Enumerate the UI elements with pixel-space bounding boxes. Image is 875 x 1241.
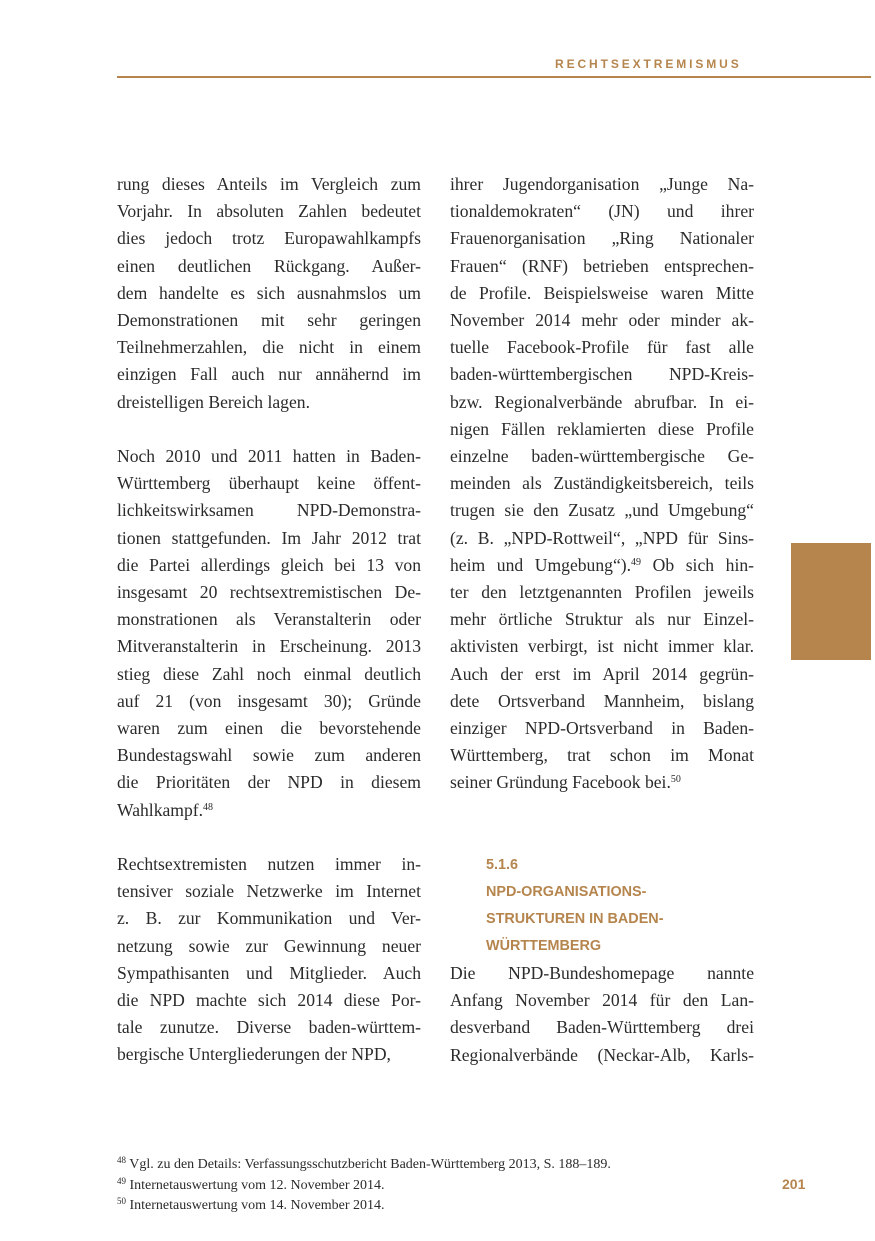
- text-line: Auch der erst im April 2014 gegrün-: [450, 663, 754, 684]
- text-line: Sympathisanten und Mitglieder. Auch: [117, 962, 421, 983]
- text-line: z. B. zur Kommunikation und Ver-: [117, 908, 421, 929]
- text-line: dete Ortsverband Mannheim, bislang: [450, 690, 754, 711]
- text-fragment: heim und Umgebung“).: [450, 554, 632, 575]
- section-title-line: NPD-ORGANISATIONS-: [486, 884, 647, 900]
- text-line: stieg diese Zahl noch einmal deutlich: [117, 663, 421, 684]
- text-line: ter den letztgenannten Profilen jeweils: [450, 582, 754, 603]
- text-line: einzigen Fall auch nur annähernd im: [117, 364, 421, 385]
- footnote-text: Internetauswertung vom 12. November 2014.: [129, 1177, 385, 1193]
- text-line: mehr örtliche Struktur als nur Einzel-: [450, 609, 754, 630]
- text-line: Württemberg, trat schon im Monat: [450, 745, 754, 766]
- text-line: tale zunutze. Diverse baden-württem-: [117, 1017, 421, 1038]
- footnote-text: Vgl. zu den Details: Verfassungsschutzbericht Baden-Württemberg 2013, S. 188–189.: [129, 1157, 611, 1172]
- text-line: tensiver soziale Netzwerke im Internet: [117, 881, 421, 902]
- text-line: de Profile. Beispielsweise waren Mitte: [450, 282, 754, 303]
- text-line: einziger NPD-Ortsverband in Baden-: [450, 718, 754, 739]
- text-line: auf 21 (von insgesamt 30); Gründe: [117, 690, 421, 711]
- text-line: die NPD machte sich 2014 diese Por-: [117, 990, 421, 1011]
- footnote-number: 48: [117, 1155, 126, 1165]
- text-line: bergische Untergliederungen der NPD,: [117, 1044, 391, 1065]
- section-paragraph: [450, 960, 754, 1069]
- section-heading: [486, 852, 746, 960]
- text-line: dem handelte es sich ausnahmslos um: [117, 282, 421, 303]
- text-line: Rechtsextremisten nutzen immer in-: [117, 854, 421, 875]
- page-number: 201: [782, 1176, 806, 1192]
- text-line: desverband Baden-Württemberg drei: [450, 1017, 754, 1038]
- text-line: [117, 797, 421, 824]
- text-line: insgesamt 20 rechtsextremistischen De-: [117, 582, 421, 603]
- text-line: ihrer Jugendorganisation „Junge Na-: [450, 174, 754, 194]
- text-line: rung dieses Anteils im Vergleich zum: [117, 174, 421, 194]
- text-fragment: seiner Gründung Facebook bei.: [450, 772, 671, 793]
- section-number: 5.1.6: [486, 857, 519, 873]
- text-line: Frauenorganisation „Ring Nationaler: [450, 228, 754, 249]
- text-line: dies jedoch trotz Europawahlkampfs: [117, 228, 421, 249]
- text-line: netzung sowie zur Gewinnung neuer: [117, 935, 421, 956]
- footnote-ref: 49: [631, 556, 642, 568]
- text-line: Regionalverbände (Neckar-Alb, Karls-: [450, 1044, 754, 1065]
- footnote-50: [117, 1196, 611, 1217]
- text-line: November 2014 mehr oder minder ak-: [450, 310, 754, 331]
- text-line: die Partei allerdings gleich bei 13 von: [117, 554, 421, 575]
- text-line: dreistelligen Bereich lagen.: [117, 391, 310, 412]
- footnotes: [117, 1155, 611, 1217]
- left-column: [117, 171, 421, 1069]
- paragraph-2: [117, 443, 421, 824]
- footnote-ref: 50: [670, 774, 681, 786]
- paragraph-5: [450, 960, 754, 1069]
- right-column: [450, 171, 754, 797]
- text-line: aktivisten verbirgt, ist nicht immer klar.: [450, 636, 754, 657]
- text-line: waren zum einen die bevorstehende: [117, 718, 421, 739]
- text-line: die Prioritäten der NPD in diesem: [117, 772, 421, 793]
- text-fragment: Wahlkampf.: [117, 799, 204, 820]
- footnote-number: 50: [117, 1196, 126, 1206]
- text-line: nigen Fällen reklamierten diese Profile: [450, 418, 754, 439]
- text-line: [450, 552, 754, 579]
- text-line: Anfang November 2014 für den Lan-: [450, 990, 754, 1011]
- footnote-number: 49: [117, 1175, 126, 1186]
- text-line: bzw. Regionalverbände abrufbar. In ei-: [450, 391, 754, 412]
- footnote-ref: 48: [203, 801, 214, 813]
- text-line: tionen stattgefunden. Im Jahr 2012 trat: [117, 527, 421, 548]
- text-line: Bundestagswahl sowie zum anderen: [117, 745, 421, 766]
- section-title-line: STRUKTUREN IN BADEN-: [486, 911, 664, 927]
- text-line: einen deutlichen Rückgang. Außer-: [117, 255, 421, 276]
- footnote-48: [117, 1155, 611, 1176]
- text-line: tuelle Facebook-Profile für fast alle: [450, 337, 754, 358]
- paragraph-1: [117, 171, 421, 416]
- text-line: einzelne baden-württembergische Ge-: [450, 446, 754, 467]
- text-line: [450, 769, 754, 796]
- text-line: Teilnehmerzahlen, die nicht in einem: [117, 337, 421, 358]
- text-line: Vorjahr. In absoluten Zahlen bedeutet: [117, 201, 421, 222]
- text-line: Frauen“ (RNF) betrieben entsprechen-: [450, 255, 754, 276]
- header-rule: [117, 76, 871, 78]
- footnote-49: [117, 1176, 611, 1197]
- text-line: meinden als Zuständigkeitsbereich, teils: [450, 473, 754, 494]
- running-header: RECHTSEXTREMISMUS: [555, 57, 742, 71]
- text-line: Württemberg überhaupt keine öffent-: [117, 473, 421, 494]
- section-title-line: WÜRTTEMBERG: [486, 938, 602, 954]
- text-line: monstrationen als Veranstalterin oder: [117, 609, 421, 630]
- text-fragment: Ob sich hin-: [641, 554, 754, 575]
- text-line: trugen sie den Zusatz „und Umgebung“: [450, 500, 754, 521]
- chapter-side-tab: [791, 543, 871, 660]
- text-line: Demonstrationen mit sehr geringen: [117, 310, 421, 331]
- footnote-text: Internetauswertung vom 14. November 2014.: [129, 1198, 385, 1213]
- text-line: baden-württembergischen NPD-Kreis-: [450, 364, 754, 385]
- text-line: Mitveranstalterin in Erscheinung. 2013: [117, 636, 421, 657]
- paragraph-4: [450, 171, 754, 797]
- text-line: Die NPD-Bundeshomepage nannte: [450, 963, 754, 983]
- text-line: (z. B. „NPD-Rottweil“, „NPD für Sins-: [450, 527, 754, 548]
- text-line: Noch 2010 und 2011 hatten in Baden-: [117, 446, 421, 467]
- text-line: tionaldemokraten“ (JN) und ihrer: [450, 201, 754, 222]
- paragraph-3: [117, 851, 421, 1069]
- text-line: lichkeitswirksamen NPD-Demonstra-: [117, 500, 421, 521]
